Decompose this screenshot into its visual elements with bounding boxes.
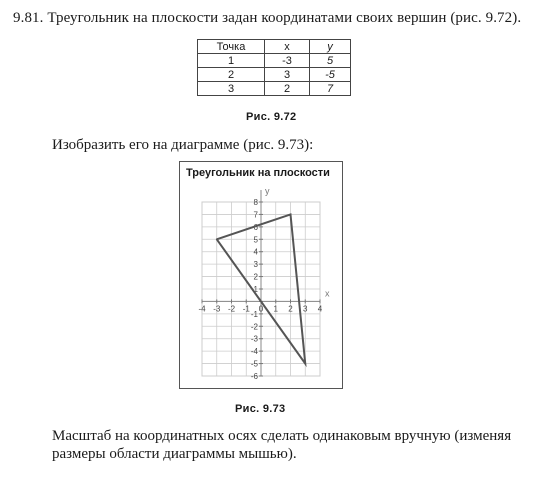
table-row (198, 82, 351, 96)
y-tick-label: -4 (250, 347, 258, 357)
figure-caption-9-73: Рис. 9.73 (235, 403, 286, 415)
x-tick-label: -1 (242, 304, 250, 314)
y-tick-label: 3 (253, 260, 258, 270)
table-cell: -3 (265, 54, 310, 68)
x-tick-label: 2 (288, 304, 293, 314)
y-axis-label: y (265, 186, 270, 196)
y-tick-label: -3 (250, 334, 258, 344)
table-cell: 1 (198, 54, 265, 68)
x-tick-label: 0 (258, 304, 264, 314)
x-tick-label: -4 (198, 304, 206, 314)
y-tick-label: 1 (253, 285, 258, 294)
x-tick-label: -2 (227, 304, 236, 314)
chart-title: Треугольник на плоскости (186, 167, 330, 179)
vertex-point (216, 238, 218, 240)
y-tick-label: 4 (253, 247, 258, 257)
vertex-point (304, 363, 306, 365)
y-tick-label: -6 (250, 372, 258, 381)
y-tick-label: 7 (253, 210, 258, 220)
table-cell: 2 (265, 82, 310, 96)
vertex-point (290, 214, 292, 216)
x-axis-label: x (325, 288, 330, 299)
x-tick-label: 4 (317, 304, 323, 314)
scale-note: Масштаб на координатных осях сделать одинаковым вручную (изменяя размеры области диаграммы мышью). (52, 428, 512, 462)
figure-caption-9-72: Рис. 9.72 (246, 111, 297, 123)
table-cell: 2 (198, 68, 265, 82)
y-tick-label: -1 (250, 309, 258, 319)
y-tick-label: 5 (253, 235, 258, 245)
table-row (198, 68, 351, 82)
table-cell: 3 (198, 82, 265, 96)
header-x: x (265, 40, 310, 54)
table-cell: 5 (310, 54, 351, 68)
header-y: y (310, 40, 351, 54)
y-tick-label: 6 (253, 222, 258, 232)
table-cell: 7 (310, 82, 351, 96)
table-cell: 3 (265, 68, 310, 82)
problem-statement: 9.81. Треугольник на плоскости задан координатами своих вершин (рис. 9.72). (13, 10, 522, 26)
y-tick-label: -5 (250, 359, 258, 369)
header-point: Точка (198, 40, 265, 54)
coordinates-table (197, 39, 351, 96)
x-tick-label: 3 (303, 304, 308, 314)
table-row (198, 54, 351, 68)
chart-frame (179, 161, 343, 389)
y-tick-label: -2 (250, 322, 258, 332)
x-tick-label: -3 (213, 304, 221, 314)
triangle-chart (180, 162, 342, 388)
x-tick-label: 1 (273, 304, 278, 314)
y-tick-label: 8 (253, 198, 258, 207)
table-cell: -5 (310, 68, 351, 82)
table-header-row (198, 40, 351, 54)
y-tick-label: 2 (253, 272, 258, 282)
instruction-text: Изобразить его на диаграмме (рис. 9.73): (52, 137, 314, 153)
